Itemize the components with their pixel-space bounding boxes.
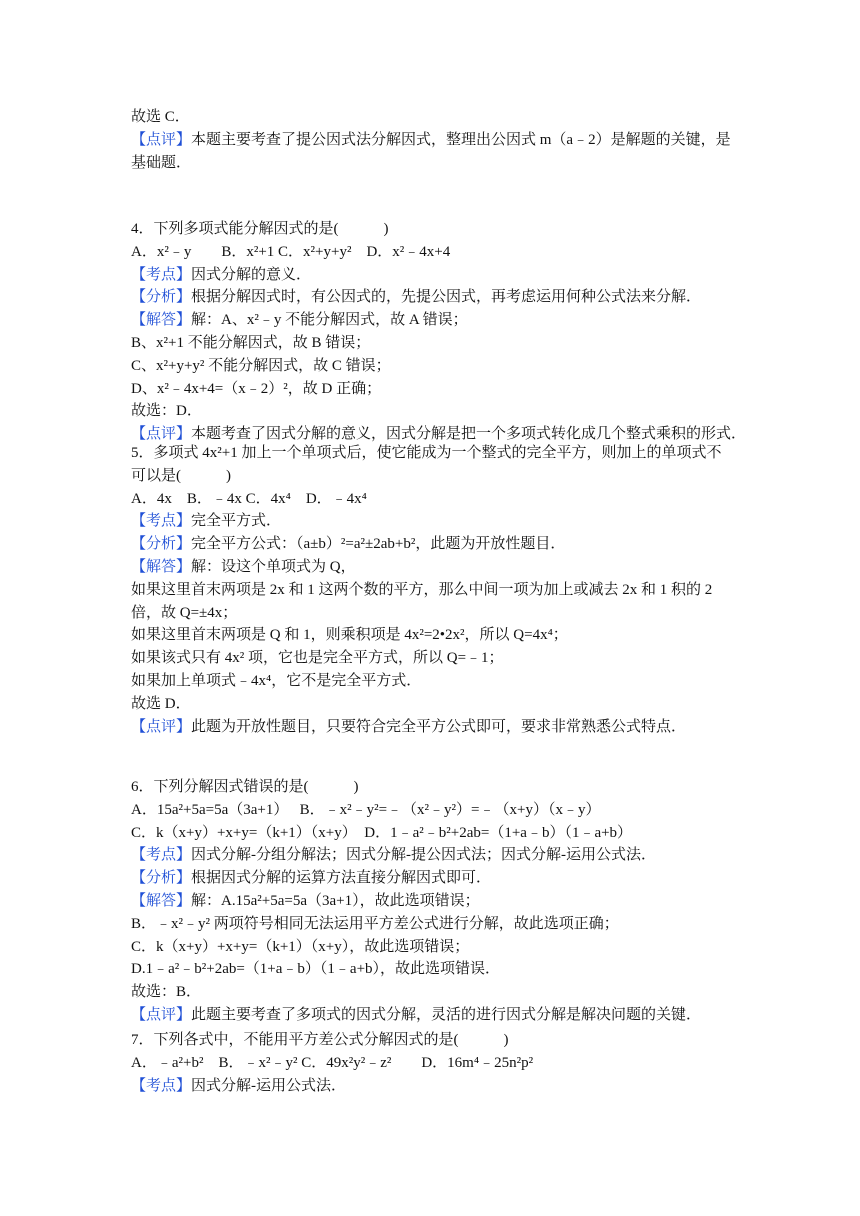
- line-text: 根据因式分解的运算方法直接分解因式即可．: [191, 870, 492, 887]
- line-text: B．﹣x²﹣y² 两项符号相同无法运用平方差公式进行分解，故此选项正确；: [131, 915, 619, 932]
- text-line: [131, 557, 356, 577]
- line-text: 如果这里首末两项是 2x 和 1 这两个数的平方，那么中间一项为加上或减去 2x 和 1 积的 2: [131, 581, 713, 598]
- text-line: [131, 424, 746, 444]
- line-text: 此题主要考查了多项式的因式分解，灵活的进行因式分解是解决问题的关键．: [191, 1007, 702, 1023]
- text-line: [131, 534, 565, 554]
- text-line: [131, 1076, 346, 1096]
- text-line: [131, 219, 389, 239]
- text-line: [131, 107, 190, 127]
- text-line: [131, 891, 480, 911]
- line-text: 如果这里首末两项是 Q 和 1，则乘积项是 4x²=2•2x²，所以 Q=4x⁴；: [131, 627, 568, 644]
- text-line: [131, 777, 359, 797]
- line-text: 4．下列多项式能分解因式的是( ): [131, 221, 389, 237]
- text-line: [131, 937, 469, 957]
- text-line: [131, 511, 281, 531]
- text-line: [131, 800, 600, 820]
- text-line: [131, 580, 712, 600]
- line-text: 因式分解的意义．: [191, 266, 312, 283]
- text-line: [131, 265, 311, 285]
- line-text: 此题为开放性题目，只要符合完全平方公式即可，要求非常熟悉公式特点．: [191, 718, 687, 735]
- line-text: 解：A.15a²+5a=5a（3a+1），故此选项错误；: [191, 893, 480, 909]
- text-line: [131, 379, 381, 399]
- section-tag: 【分析】: [131, 870, 192, 887]
- text-line: [131, 717, 686, 737]
- text-line: [131, 356, 391, 376]
- line-text: 可以是( ): [131, 467, 231, 484]
- section-tag: 【考点】: [131, 1077, 192, 1094]
- section-tag: 【点评】: [131, 426, 192, 443]
- line-text: 解：A、x²﹣y 不能分解因式，故 A 错误；: [191, 312, 468, 329]
- text-line: [131, 443, 721, 463]
- text-line: [131, 914, 619, 934]
- text-line: [131, 648, 504, 668]
- line-text: 如果加上单项式﹣4x⁴，它不是完全平方式．: [131, 673, 422, 689]
- section-tag: 【考点】: [131, 513, 192, 530]
- section-tag: 【分析】: [131, 289, 192, 306]
- text-line: [131, 1005, 701, 1025]
- line-text: 倍，故 Q=±4x；: [131, 604, 238, 621]
- line-text: 故选：D．: [131, 403, 202, 420]
- line-text: 故选 C．: [131, 109, 190, 125]
- line-text: 因式分解-运用公式法．: [191, 1077, 347, 1094]
- text-line: [131, 1030, 509, 1050]
- text-line: [131, 310, 468, 330]
- text-line: [131, 401, 202, 421]
- section-tag: 【考点】: [131, 266, 192, 283]
- line-text: 5．多项式 4x²+1 加上一个单项式后，使它能成为一个整式的完全平方，则加上的单项式不: [131, 445, 722, 461]
- line-text: 因式分解-分组分解法；因式分解-提公因式法；因式分解-运用公式法．: [191, 847, 657, 864]
- text-line: [131, 823, 632, 843]
- line-text: D.1﹣a²﹣b²+2ab=（1+a﹣b）（1﹣a+b），故此选项错误．: [131, 961, 501, 978]
- line-text: 故选：B．: [131, 984, 202, 1001]
- line-text: 本题考查了因式分解的意义，因式分解是把一个多项式转化成几个整式乘积的形式．: [191, 426, 747, 443]
- line-text: B、x²+1 不能分解因式，故 B 错误；: [131, 335, 371, 351]
- section-tag: 【解答】: [131, 893, 192, 909]
- section-tag: 【点评】: [131, 718, 192, 735]
- text-line: [131, 287, 701, 307]
- line-text: C．k（x+y）+x+y=（k+1）（x+y） D．1﹣a²﹣b²+2ab=（1+a﹣b）（1﹣a+b）: [131, 824, 633, 841]
- text-line: [131, 489, 367, 509]
- text-line: [131, 1053, 533, 1073]
- line-text: 7．下列各式中，不能用平方差公式分解因式的是( ): [131, 1032, 509, 1048]
- text-line: [131, 153, 191, 173]
- section-tag: 【解答】: [131, 559, 192, 575]
- text-line: [131, 671, 421, 691]
- line-text: 解：设这个单项式为 Q，: [191, 559, 356, 575]
- text-line: [131, 466, 231, 486]
- line-text: 完全平方公式：（a±b）²=a²±2ab+b²，此题为开放性题目．: [191, 536, 566, 553]
- line-text: 本题主要考查了提公因式法分解因式，整理出公因式 m（a﹣2）是解题的关键，是: [191, 131, 731, 148]
- text-line: [131, 694, 191, 714]
- line-text: 如果该式只有 4x² 项，它也是完全平方式，所以 Q=﹣1；: [131, 650, 504, 667]
- text-line: [131, 982, 201, 1002]
- line-text: 故选 D．: [131, 695, 191, 712]
- line-text: A．4x B．﹣4x C．4x⁴ D．﹣4x⁴: [131, 490, 367, 507]
- section-tag: 【考点】: [131, 847, 192, 864]
- text-line: [131, 333, 370, 353]
- text-line: [131, 959, 500, 979]
- text-line: [131, 845, 656, 865]
- line-text: A．x²﹣y B．x²+1 C．x²+y+y² D．x²﹣4x+4: [131, 243, 451, 260]
- line-text: C．k（x+y）+x+y=（k+1）（x+y），故此选项错误；: [131, 938, 470, 955]
- section-tag: 【解答】: [131, 312, 192, 329]
- line-text: D、x²﹣4x+4=（x﹣2）²，故 D 正确；: [131, 380, 382, 397]
- text-line: [131, 242, 450, 262]
- text-line: [131, 130, 731, 150]
- line-text: C、x²+y+y² 不能分解因式，故 C 错误；: [131, 357, 391, 374]
- line-text: 根据分解因式时，有公因式的，先提公因式，再考虑运用何种公式法来分解．: [191, 289, 702, 306]
- line-text: 基础题．: [131, 154, 192, 171]
- line-text: 完全平方式．: [191, 513, 282, 530]
- section-tag: 【点评】: [131, 131, 192, 148]
- text-line: [131, 868, 491, 888]
- line-text: A．﹣a²+b² B．﹣x²﹣y² C．49x²y²﹣z² D．16m⁴﹣25n²p²: [131, 1054, 534, 1071]
- section-tag: 【点评】: [131, 1007, 192, 1023]
- line-text: 6．下列分解因式错误的是( ): [131, 779, 359, 795]
- section-tag: 【分析】: [131, 536, 192, 553]
- text-line: [131, 603, 237, 623]
- text-line: [131, 625, 568, 645]
- line-text: A．15a²+5a=5a（3a+1） B．﹣x²﹣y²=﹣（x²﹣y²）=﹣（x+y）（x﹣y）: [131, 801, 601, 818]
